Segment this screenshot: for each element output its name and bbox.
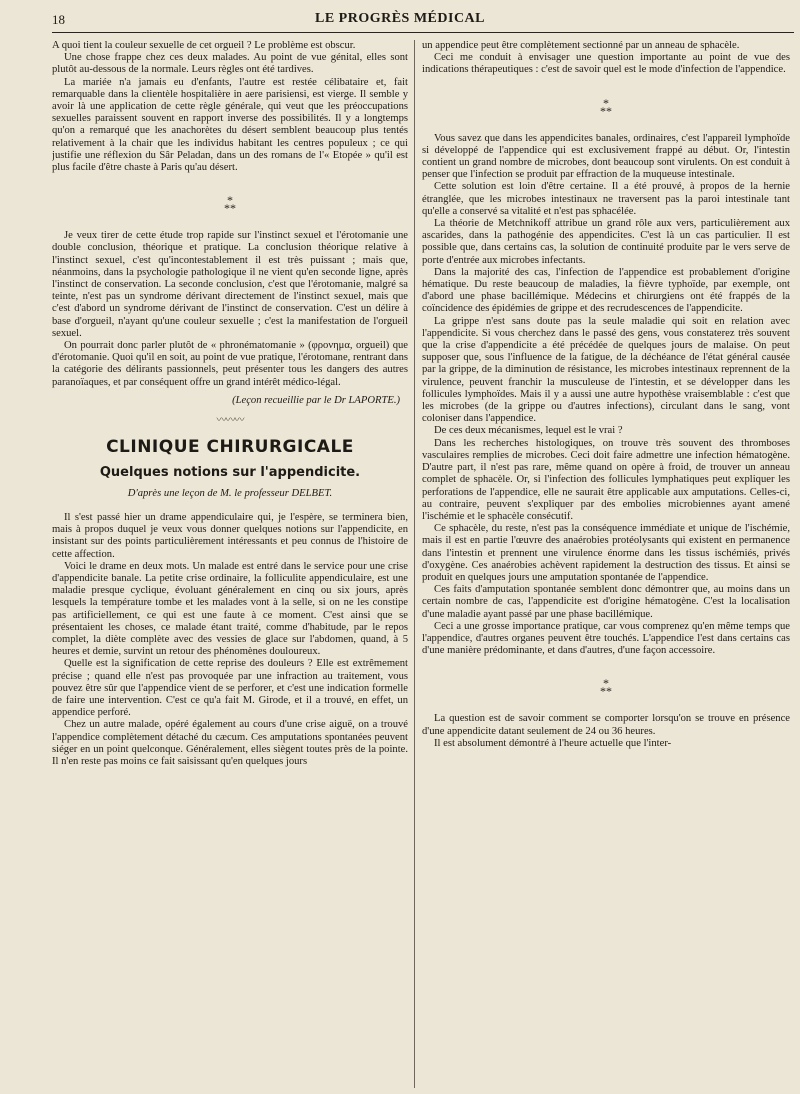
paragraph: La mariée n'a jamais eu d'enfants, l'autre est restée célibataire et, fait remarquable dans la clientèle hospitalière in aere parisiensi, est vierge. Il semble y avoir là une application de cette règle générale, qui veut que les préoccupations sexuelles paraissent souvent en rapport inverse des possibilités. Il y a longtemps qu'on a remarqué que les anachorètes du désert semblent beaucoup plus tentés relativement à la chair que les individus habitant les centres populeux ; ce qui justifie une réflexion du Sâr Peladan, dans un des romans de l'« Etopée » qu'il est plus facile d'être chaste à Paris qu'au désert. [52, 76, 408, 174]
running-title: LE PROGRÈS MÉDICAL [314, 11, 486, 26]
paragraph: A quoi tient la couleur sexuelle de cet orgueil ? Le problème est obscur. [52, 40, 356, 51]
paragraph: La théorie de Metchnikoff attribue un grand rôle aux vers, particulièrement aux ascarides, dans la pathogénie des appendicites. C'est là un cas particulier. Il est possible que, dans certains cas, la solution de continuité produite par le vers serve de porte d'entrée aux microbes infectants. [422, 218, 790, 266]
paragraph: De ces deux mécanismes, lequel est le vrai ? [434, 425, 623, 437]
column-divider [414, 40, 415, 1088]
section-separator-stars: * ** [600, 676, 612, 699]
paragraph: Une chose frappe chez ces deux malades. Au point de vue génital, elles sont plutôt au-dessous de la normale. Leurs règles ont été tardives. [52, 52, 408, 76]
paragraph: Ceci a une grosse importance pratique, car vous comprenez qu'en même temps que l'appendice, d'autres organes peuvent être touchés. L'appendice l'est dans certains cas d'une manière prédominante, et dans d'autres, d'une façon accessoire. [422, 620, 790, 657]
paragraph: On pourrait donc parler plutôt de « phronématomanie » (φρονημα, orgueil) que d'érotomanie. Quoi qu'il en soit, au point de vue pratique, l'érotomane, rentrant dans la catégorie des délirants passionnels, peut présenter tous les dangers des autres paranoïaques, et par conséquent offre un grand intérêt médico-légal. [52, 340, 408, 388]
section-separator-stars: * ** [224, 193, 236, 216]
paragraph: Il est absolument démontré à l'heure actuelle que l'inter- [434, 737, 672, 749]
paragraph: Cette solution est loin d'être certaine. Il a été prouvé, à propos de la hernie étranglée, que les microbes intestinaux ne traversent pas la paroi intestinale tant qu'elle a conservé sa vitalité et n'est pas sphacélée. [422, 181, 790, 217]
paragraph: Ces faits d'amputation spontanée semblent donc démontrer que, au moins dans un certain nombre de cas, l'appendicite est d'origine hématogène. C'est la localisation d'une maladie ayant passé par une phase bacillémique. [422, 584, 790, 620]
paragraph: Voici le drame en deux mots. Un malade est entré dans le service pour une crise d'appendicite banale. La petite crise ordinaire, la folliculite appendiculaire, est une maladie presque cyclique, évoluant généralement en cinq ou six jours, après lesquels la température tombe et les malades vont à la selle, si on ne les constipe pas artificiellement, ce qui est une faute à ce moment. C'est ainsi que se présentaient les choses, ce malade étant traité, comme d'habitude, par le repos complet, la diète complète avec des vessies de glace sur l'abdomen, quand, à 5 heures et demie, survint un retour des phénomènes douloureux. [52, 560, 408, 658]
section-separator-stars: * ** [600, 95, 612, 118]
right-column [422, 40, 790, 1088]
page-header [0, 0, 800, 36]
paragraph: Quelle est la signification de cette reprise des douleurs ? Elle est extrêmement précise ; quand elle n'est pas provoquée par une infraction au traitement, vous pouvez être sûr que l'appendice vient de se perforer, et c'est une indication formelle de faire une intervention. C'est ce qu'a fait M. Girode, et il a trouvé, en effet, un appendice perforé. [52, 658, 408, 719]
header-rule [52, 32, 794, 33]
section-title: CLINIQUE CHIRURGICALE [106, 437, 354, 458]
article-title: Quelques notions sur l'appendicite. [99, 465, 361, 481]
paragraph: Dans la majorité des cas, l'infection de l'appendice est probablement d'origine hématique. Du reste beaucoup de maladies, la fièvre typhoïde, par exemple, ont d'abord une phase bacillémique. Médecins et chirurgiens ont été frappés de la coïncidence des épidémies de grippe et des recrudescences de l'appendicite. [422, 266, 790, 315]
paragraph: Vous savez que dans les appendicites banales, ordinaires, c'est l'appareil lymphoïde si développé de l'appendice qui est exclusivement frappé au début. Or, l'intestin contient un grand nombre de microbes, dont beaucoup sont virulents. On est conduit à penser que l'infection se produit par effraction de la muqueuse intestinale. [422, 132, 790, 181]
left-column [52, 40, 408, 1088]
paragraph: Je veux tirer de cette étude trop rapide sur l'instinct sexuel et l'érotomanie une double conclusion, théorique et pratique. La conclusion théorique relative à l'instinct sexuel, c'est qu'incontestablement il est très puissant ; mais que, néanmoins, dans la psychologie pathologique il ne vient qu'en seconde ligne, après l'instinct de conservation. La seconde conclusion, c'est que l'érotomanie, malgré sa teinte, n'est pas un syndrome dérivant directement de l'instinct sexuel, mais que c'est d'abord un syndrome dérivant de l'instinct de conservation. C'est un délire à base d'orgueil, n'ayant qu'une couleur sexuelle ; c'est la manifestation de l'orgueil sexuel. [52, 230, 408, 339]
page-number: 18 [52, 12, 65, 27]
lecture-signature: (Leçon recueillie par le Dr LAPORTE.) [232, 394, 400, 406]
paragraph: Ce sphacèle, du reste, n'est pas la conséquence immédiate et unique de l'ischémie, mais il est en partie l'œuvre des anaérobies protéolysants qui existent en permanence dans l'intestin et prennent une virulence énorme dans les tissus ischémiés, privés d'oxygène. Ces anaérobies achèvent rapidement la destruction des tissus. Et ainsi se produit en quelques jours une amputation spontanée de l'appendice. [422, 523, 790, 583]
paragraph: un appendice peut être complètement sectionné par un anneau de sphacèle. [422, 40, 740, 51]
paragraph: Chez un autre malade, opéré également au cours d'une crise aiguë, on a trouvé l'appendice complètement détaché du cæcum. Ces amputations spontanées peuvent siéger en un point quelconque. Généralement, elles siègent toutes près de la pointe. Il n'en reste pas moins ce fait saisissant qu'en quelques jours [52, 719, 408, 767]
paragraph: Dans les recherches histologiques, on trouve très souvent des thromboses vasculaires remplies de microbes. Ceci doit faire admettre une infection hématogène. D'autre part, il n'est pas rare, même quand on opère à froid, de trouver un anneau complet de sphacèle. Or, si l'infection des follicules lymphatiques peut expliquer les perforations de l'appendice, elle ne saurait être applicable aux amputations. Celles-ci, au contraire, peuvent s'expliquer par des embolies microbiennes ayant amené l'ischémie et le sphacèle consécutif. [422, 437, 790, 522]
paragraph: La question est de savoir comment se comporter lorsqu'on se trouve en présence d'une appendicite datant seulement de 24 ou 36 heures. [422, 713, 790, 737]
ornamental-divider: 〰〰〰 [216, 415, 244, 427]
paragraph: La grippe n'est sans doute pas la seule maladie qui soit en relation avec l'appendicite. Si vous cherchez dans le passé des gens, vous constaterez très souvent que la crise d'appendicite a été précédée de quelques jours de malaise. On peut supposer que, sous l'influence de la fatigue, de la déchéance de l'état général causée par la grippe, de la diminution de résistance, les microbes intestinaux reprennent de la virulence, peuvent franchir la musculeuse de l'intestin, et se développer dans les follicules lymphoïdes. Mais il y a aussi une autre hypothèse vraisemblable : c'est que les microbes (de la grippe ou d'autres infections), circulant dans le sang, vont coloniser dans l'appendice. [422, 315, 790, 425]
paragraph: Il s'est passé hier un drame appendiculaire qui, je l'espère, se terminera bien, mais à propos duquel je veux vous donner quelques notions sur l'appendicite, en insistant sur des points particulièrement intéressants et peu connus de l'histoire de cette affection. [52, 511, 408, 560]
article-byline: D'après une leçon de M. le professeur DELBET. [127, 487, 333, 499]
paragraph: Ceci me conduit à envisager une question importante au point de vue des indications thérapeutiques : c'est de savoir quel est le mode d'infection de l'appendice. [422, 52, 790, 76]
